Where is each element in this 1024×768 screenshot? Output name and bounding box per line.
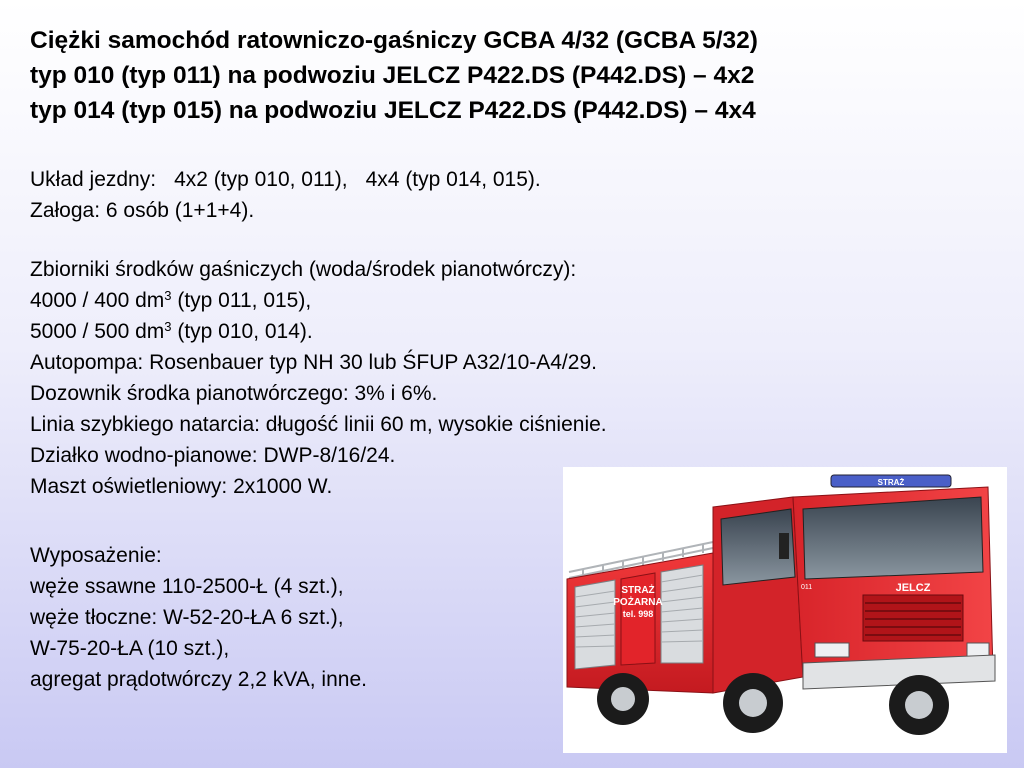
drive-value-4x2: 4x2 (typ 010, 011), [174, 168, 348, 191]
drive-config-line [30, 164, 830, 195]
tank-row-1 [30, 285, 830, 316]
grille-brand: JELCZ [895, 582, 931, 594]
door-text-1: STRAŻ [621, 585, 655, 596]
tank-row-1-unit-exponent: 3 [164, 288, 172, 303]
dosing-line: Dozownik środka pianotwórczego: 3% i 6%. [30, 382, 438, 405]
fire-truck-photo [563, 467, 1007, 753]
equipment-item-4: agregat prądotwórczy 2,2 kVA, inne. [30, 668, 367, 691]
title-line-1: Ciężki samochód ratowniczo-gaśniczy GCBA 4/32 (GCBA 5/32) [30, 27, 758, 54]
tank-row-2 [30, 316, 830, 347]
door-text-3: tel. 998 [622, 609, 654, 619]
drive-crew-section [30, 164, 830, 226]
tank-row-1-value: 4000 / 400 dm [30, 289, 165, 312]
tank-row-2-note: (typ 010, 014). [171, 320, 313, 343]
cannon-line: Działko wodno-pianowe: DWP-8/16/24. [30, 444, 396, 467]
specs-section [30, 254, 830, 502]
equipment-item-2: węże tłoczne: W-52-20-ŁA 6 szt.), [30, 606, 344, 629]
equipment-item-1: węże ssawne 110-2500-Ł (4 szt.), [30, 575, 344, 598]
drive-label: Układ jezdny: [30, 168, 157, 191]
tank-row-2-value: 5000 / 500 dm [30, 320, 165, 343]
crew-line: Załoga: 6 osób (1+1+4). [30, 199, 255, 222]
roof-text: STRAŻ [877, 478, 905, 487]
fire-truck-illustration [563, 467, 1007, 753]
equipment-item-3: W-75-20-ŁA (10 szt.), [30, 637, 230, 660]
pump-line: Autopompa: Rosenbauer typ NH 30 lub ŚFUP A32/10-A4/29. [30, 351, 597, 374]
title-line-2: typ 010 (typ 011) na podwoziu JELCZ P422.DS (P442.DS) – 4x2 [30, 62, 755, 89]
attack-line: Linia szybkiego natarcia: długość linii 60 m, wysokie ciśnienie. [30, 413, 607, 436]
cab-number: 011 [801, 584, 813, 591]
title-line-3: typ 014 (typ 015) na podwoziu JELCZ P422.DS (P442.DS) – 4x4 [30, 97, 756, 124]
tanks-heading: Zbiorniki środków gaśniczych (woda/środek pianotwórczy): [30, 258, 577, 281]
page-title [30, 23, 1010, 128]
tank-row-2-unit-exponent: 3 [164, 319, 172, 334]
tank-row-1-note: (typ 011, 015), [171, 289, 312, 312]
mast-line: Maszt oświetleniowy: 2x1000 W. [30, 475, 333, 498]
door-text-2: POŻARNA [613, 597, 663, 608]
drive-value-4x4: 4x4 (typ 014, 015). [365, 168, 541, 191]
equipment-heading: Wyposażenie: [30, 544, 162, 567]
